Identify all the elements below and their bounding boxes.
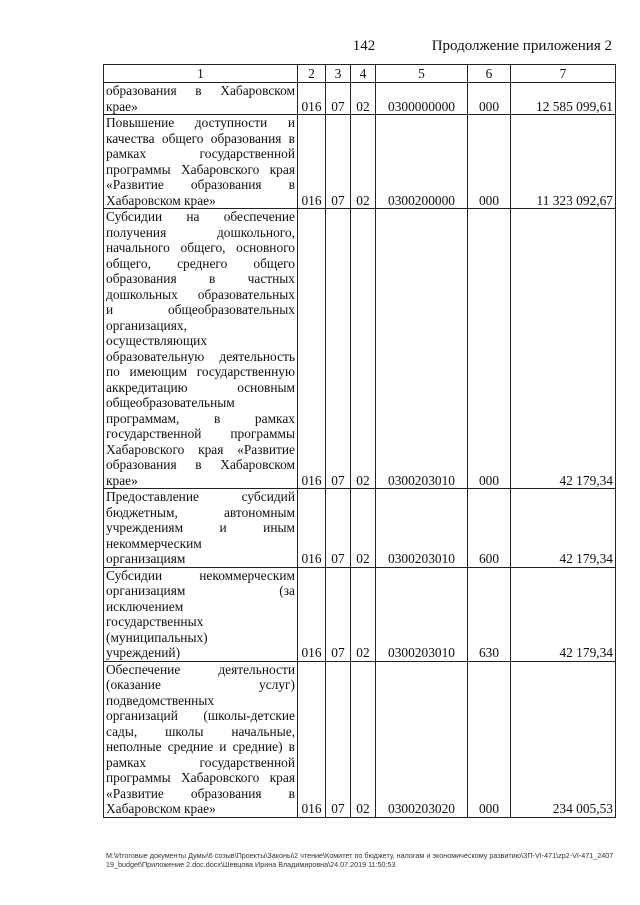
description-line: образования в Хабаровском xyxy=(106,83,295,98)
description-line: государственных xyxy=(106,614,204,629)
description-line: неполные средние и средние) в xyxy=(106,739,295,754)
description-line: дошкольных образовательных xyxy=(106,286,295,302)
amount: 234 005,53 xyxy=(511,661,616,817)
description-line: организациям xyxy=(106,551,186,566)
section-code: 016 xyxy=(298,489,326,568)
subsection-code: 02 xyxy=(351,83,376,115)
description-line: организаций (школы-детские xyxy=(106,708,295,723)
description-line: начального общего, основного xyxy=(106,240,295,255)
chapter-code: 07 xyxy=(326,489,351,568)
section-code: 016 xyxy=(298,567,326,661)
row-description xyxy=(104,661,298,817)
description-line: сады, школы начальные, xyxy=(106,723,295,739)
column-header: 4 xyxy=(351,65,376,83)
expense-type-code: 000 xyxy=(468,661,511,817)
description-line: государственной программы xyxy=(106,426,295,441)
description-line: программам, в рамках xyxy=(106,410,295,426)
section-code: 016 xyxy=(298,661,326,817)
continuation-label: Продолжение приложения 2 xyxy=(431,38,612,54)
target-article-code: 0300203010 xyxy=(376,209,468,489)
description-line: качества общего образования в xyxy=(106,130,295,146)
section-code: 016 xyxy=(298,209,326,489)
description-line: получения дошкольного, xyxy=(106,224,295,240)
description-line: Субсидии на обеспечение xyxy=(106,209,295,224)
subsection-code: 02 xyxy=(351,661,376,817)
description-line: осуществляющих xyxy=(106,333,208,348)
description-line: рамках государственной xyxy=(106,146,295,161)
expense-type-code: 630 xyxy=(468,567,511,661)
chapter-code: 07 xyxy=(326,661,351,817)
target-article-code: 0300200000 xyxy=(376,115,468,209)
table-row xyxy=(104,115,616,209)
target-article-code: 0300203010 xyxy=(376,489,468,568)
description-line: некоммерческим xyxy=(106,535,202,551)
amount: 42 179,34 xyxy=(511,567,616,661)
column-header: 3 xyxy=(326,65,351,83)
table-row xyxy=(104,661,616,817)
description-line: общего, среднего общего xyxy=(106,255,295,271)
subsection-code: 02 xyxy=(351,489,376,568)
amount: 42 179,34 xyxy=(511,489,616,568)
subsection-code: 02 xyxy=(351,209,376,489)
section-code: 016 xyxy=(298,83,326,115)
description-line: «Развитие образования в xyxy=(106,177,295,192)
description-line: «Развитие образования в xyxy=(106,785,295,801)
document-path-footer: M:\Итоговые документы Думы\6 созыв\Проекты\Законы\2 чтение\Комитет по бюджету, налогам и экономическому развитию\ЗП-VI-471\zp2-VI-471_240719_budget\Приложение 2.doc.docx\Шевцова Ирина Владимировна\24.07.2019 11:50:53 xyxy=(106,851,614,869)
expense-type-code: 000 xyxy=(468,115,511,209)
expense-type-code: 000 xyxy=(468,209,511,489)
description-line: Хабаровского края «Развитие xyxy=(106,441,295,457)
description-line: подведомственных xyxy=(106,692,215,708)
description-line: Субсидии некоммерческим xyxy=(106,567,295,583)
table-row xyxy=(104,567,616,661)
row-description xyxy=(104,567,298,661)
description-line: Обеспечение деятельности xyxy=(106,661,295,677)
amount: 11 323 092,67 xyxy=(511,115,616,209)
subsection-code: 02 xyxy=(351,115,376,209)
description-line: рамках государственной xyxy=(106,754,295,770)
row-description xyxy=(104,115,298,209)
table-row xyxy=(104,83,616,115)
description-line: Хабаровском крае» xyxy=(106,192,216,208)
description-line: аккредитацию основным xyxy=(106,379,295,395)
description-line: общеобразовательным xyxy=(106,395,235,410)
description-line: Предоставление субсидий xyxy=(106,489,295,504)
column-header: 5 xyxy=(376,65,468,83)
row-description xyxy=(104,209,298,489)
description-line: крае» xyxy=(106,472,138,488)
table-row xyxy=(104,209,616,489)
column-header: 7 xyxy=(511,65,616,83)
chapter-code: 07 xyxy=(326,83,351,115)
description-line: организациям (за xyxy=(106,583,295,598)
chapter-code: 07 xyxy=(326,209,351,489)
description-line: учреждениям и иным xyxy=(106,520,295,535)
target-article-code: 0300000000 xyxy=(376,83,468,115)
description-line: Повышение доступности и xyxy=(106,115,295,130)
description-line: образования в частных xyxy=(106,271,295,286)
chapter-code: 07 xyxy=(326,115,351,209)
description-line: Хабаровском крае» xyxy=(106,801,216,816)
amount: 42 179,34 xyxy=(511,209,616,489)
page-number: 142 xyxy=(352,38,376,54)
description-line: бюджетным, автономным xyxy=(106,504,295,520)
row-description xyxy=(104,83,298,115)
description-line: (оказание услуг) xyxy=(106,677,295,692)
column-header: 1 xyxy=(104,65,298,83)
column-header: 6 xyxy=(468,65,511,83)
description-line: образования в Хабаровском xyxy=(106,457,295,472)
table-row xyxy=(104,489,616,568)
description-line: образовательную деятельность xyxy=(106,348,295,364)
description-line: программы Хабаровского края xyxy=(106,770,295,785)
description-line: учреждений) xyxy=(106,645,181,660)
expense-type-code: 600 xyxy=(468,489,511,568)
description-line: программы Хабаровского края xyxy=(106,161,295,177)
target-article-code: 0300203020 xyxy=(376,661,468,817)
column-header: 2 xyxy=(298,65,326,83)
row-description xyxy=(104,489,298,568)
description-line: организациях, xyxy=(106,317,187,333)
description-line: (муниципальных) xyxy=(106,629,208,645)
subsection-code: 02 xyxy=(351,567,376,661)
section-code: 016 xyxy=(298,115,326,209)
description-line: по имеющим государственную xyxy=(106,364,295,379)
budget-table xyxy=(103,64,616,818)
description-line: и общеобразовательных xyxy=(106,302,295,317)
target-article-code: 0300203010 xyxy=(376,567,468,661)
chapter-code: 07 xyxy=(326,567,351,661)
table-header-row xyxy=(104,65,616,83)
description-line: крае» xyxy=(106,98,138,114)
description-line: исключением xyxy=(106,598,184,614)
amount: 12 585 099,61 xyxy=(511,83,616,115)
expense-type-code: 000 xyxy=(468,83,511,115)
